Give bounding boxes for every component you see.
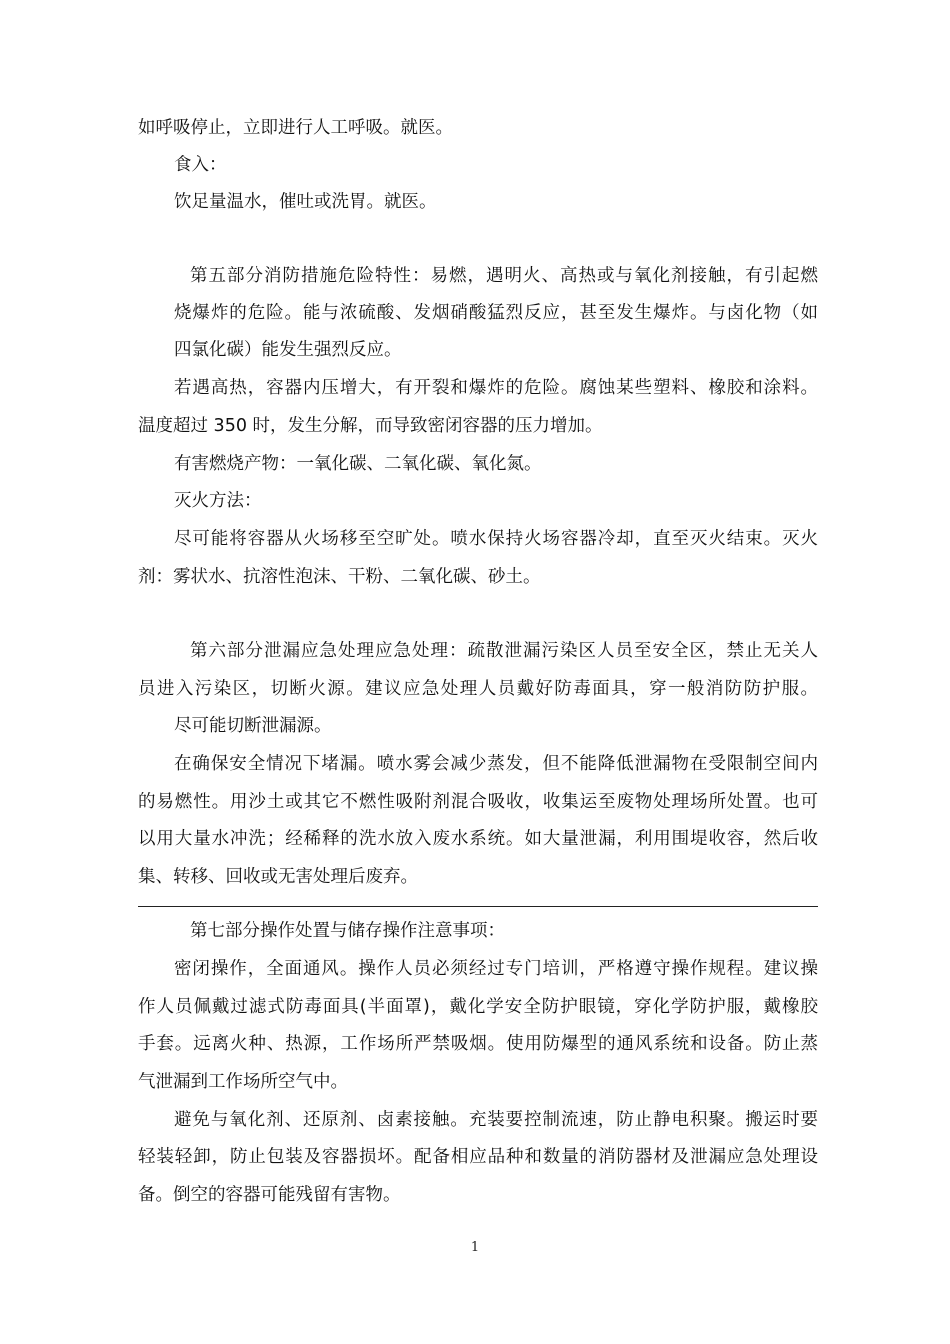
page-number: 1 [470, 1240, 480, 1255]
section-5-heading-line: 第五部分消防措施危险特性：易燃，遇明火、高热或与氧化剂接触，有引起燃 [190, 266, 818, 286]
text-line: 员进入污染区，切断火源。建议应急处理人员戴好防毒面具，穿一般消防防护服。 [138, 679, 818, 699]
text-line: 避免与氧化剂、还原剂、卤素接触。充装要控制流速，防止静电积聚。搬运时要 [174, 1110, 818, 1130]
text-line: 灭火方法： [174, 491, 262, 511]
section-6-heading-line: 第六部分泄漏应急处理应急处理：疏散泄漏污染区人员至安全区，禁止无关人 [190, 641, 818, 661]
text-line: 尽可能切断泄漏源。 [174, 716, 332, 736]
text-line: 如呼吸停止，立即进行人工呼吸。就医。 [138, 118, 453, 138]
text-line: 的易燃性。用沙土或其它不燃性吸附剂混合吸收，收集运至废物处理场所处置。也可 [138, 792, 818, 812]
text-line: 密闭操作，全面通风。操作人员必须经过专门培训，严格遵守操作规程。建议操 [174, 959, 818, 979]
text-line: 集、转移、回收或无害处理后废弃。 [138, 867, 418, 887]
text-line: 食入： [174, 155, 227, 175]
text-line: 在确保安全情况下堵漏。喷水雾会减少蒸发，但不能降低泄漏物在受限制空间内 [174, 754, 818, 774]
text-line: 备。倒空的容器可能残留有害物。 [138, 1185, 401, 1205]
text-line: 手套。远离火种、热源，工作场所严禁吸烟。使用防爆型的通风系统和设备。防止蒸 [138, 1034, 818, 1054]
text-line: 饮足量温水，催吐或洗胃。就医。 [174, 192, 437, 212]
text-line: 温度超过 350 时，发生分解，而导致密闭容器的压力增加。 [138, 416, 603, 436]
text-line: 剂：雾状水、抗溶性泡沫、干粉、二氧化碳、砂土。 [138, 567, 541, 587]
text-line: 四氯化碳）能发生强烈反应。 [174, 340, 402, 360]
text-line: 轻装轻卸，防止包装及容器损坏。配备相应品种和数量的消防器材及泄漏应急处理设 [138, 1147, 818, 1167]
text-line: 烧爆炸的危险。能与浓硫酸、发烟硝酸猛烈反应，甚至发生爆炸。与卤化物（如 [174, 303, 818, 323]
text-line: 气泄漏到工作场所空气中。 [138, 1072, 348, 1092]
text-line: 若遇高热，容器内压增大，有开裂和爆炸的危险。腐蚀某些塑料、橡胶和涂料。 [174, 378, 818, 398]
text-line: 作人员佩戴过滤式防毒面具(半面罩)，戴化学安全防护眼镜，穿化学防护服，戴橡胶 [138, 997, 818, 1017]
text-line: 尽可能将容器从火场移至空旷处。喷水保持火场容器冷却，直至灭火结束。灭火 [174, 529, 818, 549]
text-line: 有害燃烧产物：一氧化碳、二氧化碳、氧化氮。 [174, 454, 542, 474]
text-line: 以用大量水冲洗；经稀释的洗水放入废水系统。如大量泄漏，利用围堤收容，然后收 [138, 829, 818, 849]
section-7-heading-line: 第七部分操作处置与储存操作注意事项： [190, 921, 505, 941]
horizontal-divider [138, 906, 818, 907]
